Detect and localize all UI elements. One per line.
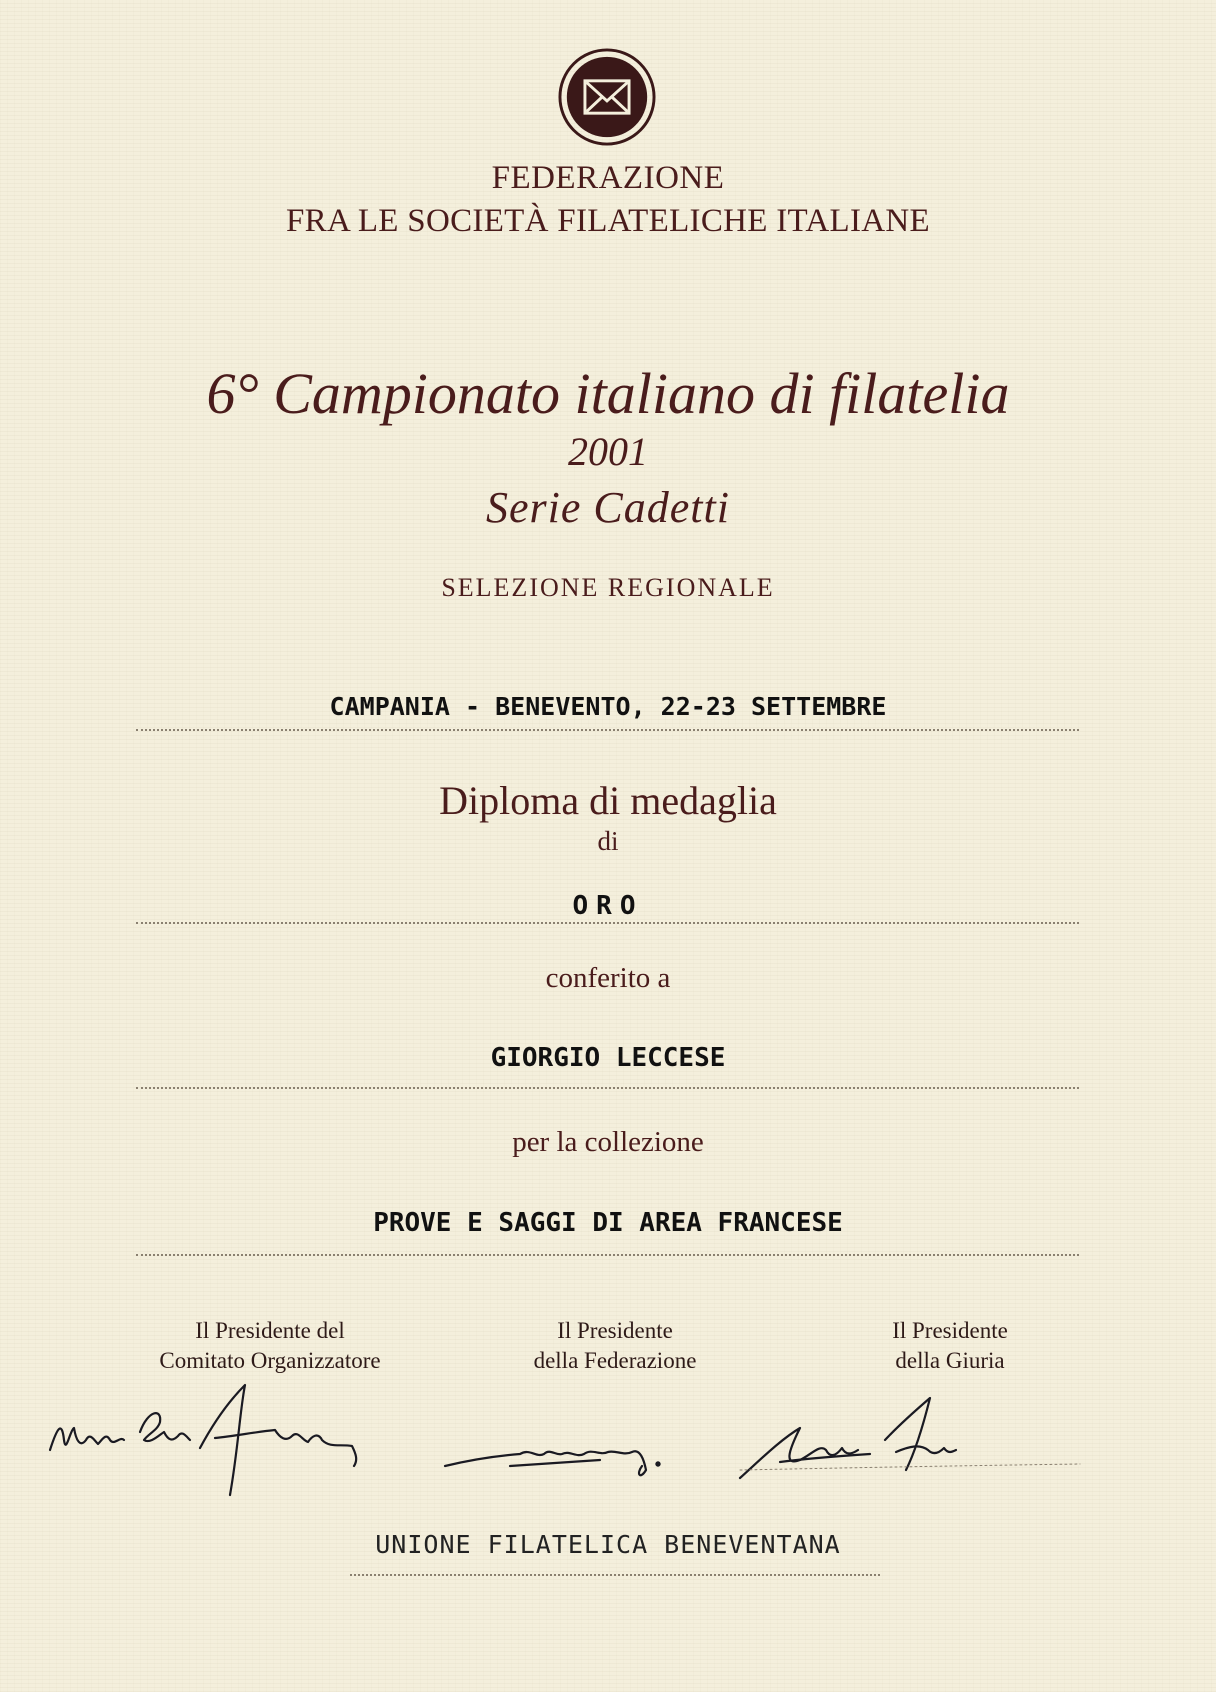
selection-label: SELEZIONE REGIONALE [441, 573, 775, 602]
signatory-line2: della Giuria [895, 1348, 1005, 1373]
championship-title: 6° Campionato italiano di filatelia [206, 361, 1010, 426]
signatory-line2: Comitato Organizzatore [159, 1348, 381, 1373]
signatory-organizing-committee [130, 1316, 410, 1376]
signature-organizing-president [50, 1385, 356, 1495]
signature-jury-president [740, 1398, 1080, 1478]
signatory-line2: della Federazione [533, 1348, 697, 1373]
envelope-seal-icon [558, 48, 656, 146]
signatory-jury [820, 1316, 1080, 1376]
signatory-line1: Il Presidente del [195, 1318, 345, 1343]
dotted-line [136, 729, 1079, 731]
signatory-federation [480, 1316, 750, 1376]
signature-federation-president [445, 1451, 660, 1475]
federation-subtitle: FRA LE SOCIETÀ FILATELICHE ITALIANE [286, 203, 930, 239]
collection-name-field: PROVE E SAGGI DI AREA FRANCESE [373, 1208, 843, 1238]
medal-field: ORO [572, 891, 644, 921]
di-label: di [597, 826, 619, 856]
diploma-label: Diploma di medaglia [439, 778, 777, 823]
organizer-name-field: UNIONE FILATELICA BENEVENTANA [375, 1530, 841, 1559]
collection-label: per la collezione [512, 1126, 704, 1158]
dotted-line [350, 1574, 880, 1576]
conferred-label: conferito a [545, 962, 671, 994]
federation-title: FEDERAZIONE [491, 160, 725, 196]
signatures-area [40, 1370, 1140, 1500]
place-date-field: CAMPANIA - BENEVENTO, 22-23 SETTEMBRE [329, 692, 887, 721]
championship-year: 2001 [568, 429, 648, 474]
championship-series: Serie Cadetti [486, 483, 730, 532]
signatory-line1: Il Presidente [892, 1318, 1008, 1343]
dotted-line [136, 922, 1079, 924]
dotted-line [136, 1087, 1079, 1089]
recipient-name-field: GIORGIO LECCESE [490, 1043, 726, 1073]
signatory-line1: Il Presidente [557, 1318, 673, 1343]
dotted-line [136, 1254, 1079, 1256]
